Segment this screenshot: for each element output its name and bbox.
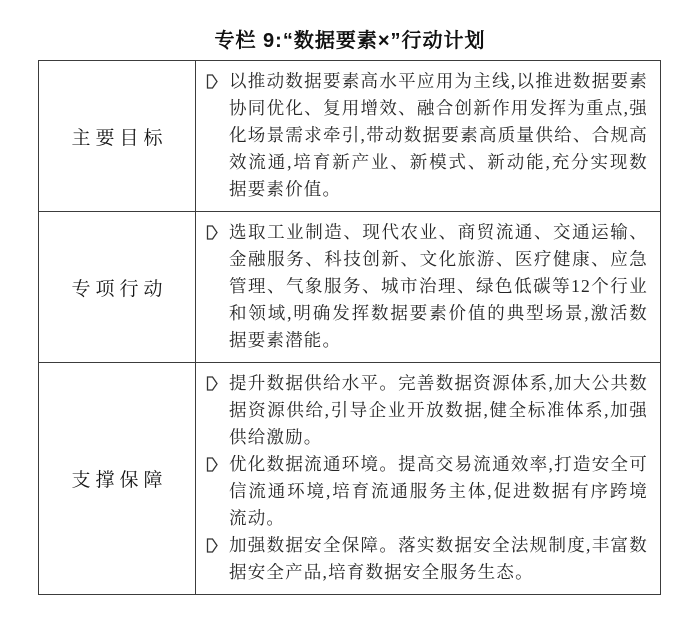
list-item-text: 提升数据供给水平。完善数据资源体系,加大公共数据资源供给,引导企业开放数据,健全标准体系,加强供给激励。 bbox=[229, 373, 648, 447]
row-label-main-goals: 主要目标 bbox=[39, 61, 196, 211]
arrow-bullet-icon bbox=[206, 370, 229, 391]
page-title: 专栏 9:“数据要素×”行动计划 bbox=[214, 30, 486, 52]
arrow-bullet-icon bbox=[206, 68, 229, 89]
list-item bbox=[206, 219, 648, 354]
list-item bbox=[206, 532, 648, 586]
row-label-support-guarantees: 支撑保障 bbox=[39, 363, 196, 594]
arrow-bullet-icon bbox=[206, 532, 229, 553]
table-row-support-guarantees bbox=[39, 363, 660, 594]
table-row-main-goals bbox=[39, 61, 660, 212]
table-row-special-actions bbox=[39, 212, 660, 363]
list-item bbox=[206, 451, 648, 532]
list-item bbox=[206, 68, 648, 203]
row-label-special-actions: 专项行动 bbox=[39, 212, 196, 362]
row-content-main-goals bbox=[196, 61, 660, 211]
arrow-bullet-icon bbox=[206, 451, 229, 472]
list-item-text: 优化数据流通环境。提高交易流通效率,打造安全可信流通环境,培育流通服务主体,促进数据有序跨境流动。 bbox=[229, 454, 648, 528]
list-item bbox=[206, 370, 648, 451]
info-table bbox=[38, 60, 661, 595]
list-item-text: 以推动数据要素高水平应用为主线,以推进数据要素协同优化、复用增效、融合创新作用发挥为重点,强化场景需求牵引,带动数据要素高质量供给、合规高效流通,培育新产业、新模式、新动能,充分实现数据要素价值。 bbox=[229, 71, 648, 199]
arrow-bullet-icon bbox=[206, 219, 229, 240]
row-content-special-actions bbox=[196, 212, 660, 362]
list-item-text: 加强数据安全保障。落实数据安全法规制度,丰富数据安全产品,培育数据安全服务生态。 bbox=[229, 535, 648, 582]
list-item-text: 选取工业制造、现代农业、商贸流通、交通运输、金融服务、科技创新、文化旅游、医疗健康、应急管理、气象服务、城市治理、绿色低碳等12个行业和领域,明确发挥数据要素价值的典型场景,激活数据要素潜能。 bbox=[229, 222, 648, 350]
row-content-support-guarantees bbox=[196, 363, 660, 594]
